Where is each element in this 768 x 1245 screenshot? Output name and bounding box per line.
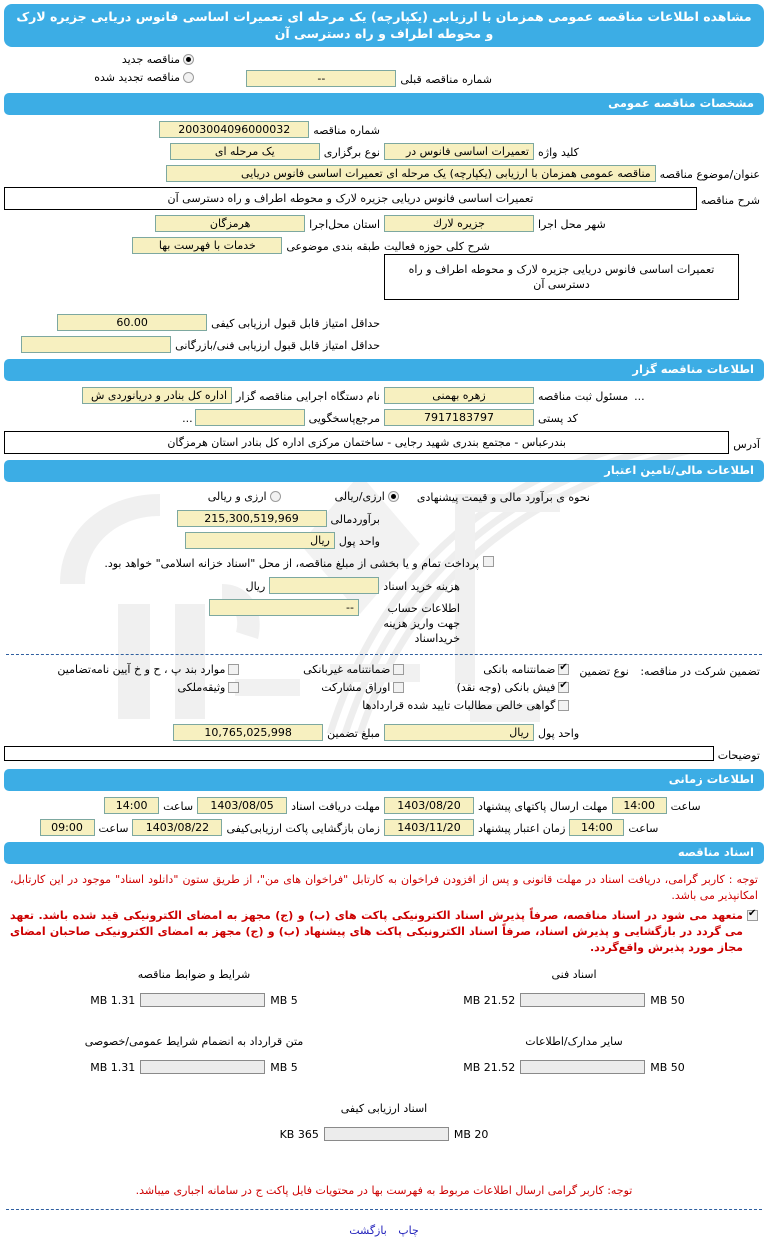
documents-row-1 bbox=[4, 968, 764, 1035]
document-item-technical bbox=[384, 968, 764, 1007]
row-guarantee-remarks bbox=[4, 746, 764, 763]
electronic-signature-checkbox[interactable] bbox=[747, 910, 758, 921]
proposal-send-time-field[interactable]: 14:00 bbox=[612, 797, 667, 814]
answering-label: مرجع‌پاسخگویی bbox=[308, 412, 380, 425]
radio-currency-rial-indicator[interactable] bbox=[388, 491, 399, 502]
guarantee-block bbox=[4, 663, 764, 712]
address-label: آدرس bbox=[733, 438, 760, 451]
guarantee-remarks-label: توضیحات bbox=[717, 749, 760, 762]
guarantee-option-property-collateral[interactable] bbox=[39, 681, 239, 694]
activity-scope-field[interactable]: تعمیرات اساسی فانوس دریایی جزیره لارک و محوطه اطراف و راه دسترسی آن bbox=[384, 254, 739, 300]
doc-receive-time-field[interactable]: 14:00 bbox=[104, 797, 159, 814]
previous-tender-number-label: شماره مناقصه قبلی bbox=[400, 73, 492, 86]
keyword-label: کلید واژه bbox=[538, 146, 579, 159]
radio-currency-foreign-rial-label: ارزی و ریالی bbox=[207, 490, 267, 503]
city-label: شهر محل اجرا bbox=[538, 218, 606, 231]
document-item-other bbox=[384, 1035, 764, 1074]
row-answering-postal bbox=[4, 409, 764, 426]
guarantee-option-bank-warranty-label: ضمانتنامه بانکی bbox=[483, 663, 556, 676]
tender-number-field[interactable]: 2003004096000032 bbox=[159, 121, 309, 138]
guarantee-option-bank-receipt-label: فیش بانکی (وجه نقد) bbox=[456, 681, 556, 694]
guarantee-option-property-collateral-label: وثیقه‌ملکی bbox=[177, 681, 226, 694]
document-item-other-used: 21.52 MB bbox=[463, 1060, 516, 1074]
subject-field[interactable]: مناقصه عمومی همزمان با ارزیابی (یکپارچه) یک مرحله ای تعمیرات اساسی فانوس دریایی bbox=[166, 165, 656, 182]
account-info-label: اطلاعات حساب جهت واریز هزینه خریداسناد bbox=[383, 602, 460, 645]
postal-code-label: کد پستی bbox=[538, 412, 578, 425]
footer-actions bbox=[4, 1224, 764, 1237]
treasury-note-label: پرداخت تمام و یا بخشی از مبلغ مناقصه، از محل "اسناد خزانه اسلامی" خواهد بود. bbox=[104, 557, 479, 570]
row-estimate-amount bbox=[4, 510, 764, 527]
guarantee-option-bank-receipt-checkbox[interactable] bbox=[558, 682, 569, 693]
documents-note-price-list: توجه: کاربر گرامی ارسال اطلاعات مربوط به فهرست بها در محتویات فایل پاکت ج در سامانه اجباری میباشد. bbox=[135, 1184, 633, 1197]
proposal-validity-time-label: ساعت bbox=[628, 822, 659, 835]
guarantee-option-nonbank-warranty[interactable] bbox=[239, 663, 404, 676]
document-item-terms bbox=[4, 968, 384, 1007]
document-item-quality-evaluation bbox=[4, 1102, 764, 1141]
guarantee-option-property-collateral-checkbox[interactable] bbox=[228, 682, 239, 693]
row-currency-unit bbox=[4, 532, 764, 549]
documents-row-3 bbox=[4, 1102, 764, 1169]
guarantee-option-participation-bonds-checkbox[interactable] bbox=[393, 682, 404, 693]
treasury-checkbox[interactable] bbox=[483, 556, 494, 567]
section-general-header: مشخصات مناقصه عمومی bbox=[4, 93, 764, 115]
document-item-contract bbox=[4, 1035, 384, 1074]
tender-detail-page bbox=[0, 4, 768, 1245]
electronic-signature-note-text: متعهد می شود در اسناد مناقصه، صرفاً پذیرش اسناد الکترونیکی پاکت های (ب) و (ج) مجهز به امضای الکترونیکی قید شده باشد. تعهد می گردد در بازگشایی و پذیرش اسناد، صرفاً اسناد الکترونیکی پاکت های پیشنهاد (ب) و (ج) مجهز به امضای الکترونیکی صاحبان امضای مجاز مورد پذیرش واقع‌گردد. bbox=[10, 909, 743, 954]
description-label: شرح مناقصه bbox=[700, 194, 760, 207]
doc-cost-label: هزینه خرید اسناد bbox=[383, 580, 460, 593]
proposal-send-date-field[interactable]: 1403/08/20 bbox=[384, 797, 474, 814]
agency-label: نام دستگاه اجرایی مناقصه گزار bbox=[236, 390, 380, 403]
guarantee-currency-field[interactable]: ریال bbox=[384, 724, 534, 741]
radio-new-tender[interactable] bbox=[122, 53, 194, 66]
document-item-contract-max: 5 MB bbox=[270, 1060, 298, 1074]
guarantee-option-regulation-clauses-label: موارد بند پ ، ح و خ آیین نامه‌تضامین bbox=[57, 663, 226, 676]
keyword-field[interactable]: تعمیرات اساسی فانوس در bbox=[384, 143, 534, 160]
document-item-other-progressbar bbox=[520, 1060, 645, 1074]
timing-fields bbox=[4, 797, 764, 836]
document-item-quality-evaluation-title: اسناد ارزیابی کیفی bbox=[340, 1102, 428, 1115]
guarantee-option-bank-warranty-checkbox[interactable] bbox=[558, 664, 569, 675]
doc-receive-time-label: ساعت bbox=[163, 800, 194, 813]
finance-fields bbox=[4, 488, 764, 646]
row-subject bbox=[4, 165, 764, 182]
registrar-field[interactable]: زهره بهمنی bbox=[384, 387, 534, 404]
registrar-ellipsis[interactable]: ... bbox=[634, 390, 645, 403]
address-field[interactable]: بندرعباس - مجتمع بندری شهید رجایی - ساختمان مرکزی اداره کل بنادر استان هرمزگان bbox=[4, 431, 729, 454]
proposal-send-time-label: ساعت bbox=[670, 800, 701, 813]
proposal-validity-label: زمان اعتبار پیشنهاد bbox=[478, 822, 566, 835]
row-tender-number bbox=[4, 121, 764, 138]
organizer-fields bbox=[4, 387, 764, 454]
guarantee-option-bank-receipt[interactable] bbox=[404, 681, 569, 694]
guarantee-type-label: نوع تضمین bbox=[579, 665, 629, 678]
document-item-quality-evaluation-progressbar bbox=[324, 1127, 449, 1141]
footer-divider bbox=[6, 1209, 762, 1210]
guarantee-option-nonbank-warranty-checkbox[interactable] bbox=[393, 664, 404, 675]
holding-type-field[interactable]: یک مرحله ای bbox=[170, 143, 320, 160]
guarantee-amount-label: مبلغ تضمین bbox=[327, 727, 380, 740]
section-documents-header: اسناد مناقصه bbox=[4, 842, 764, 864]
min-quality-score-field[interactable]: 60.00 bbox=[57, 314, 207, 331]
guarantee-amount-field[interactable]: 10,765,025,998 bbox=[173, 724, 323, 741]
previous-tender-number-field[interactable]: -- bbox=[246, 70, 396, 87]
currency-unit-label: واحد پول bbox=[338, 535, 380, 548]
radio-currency-foreign-rial-indicator[interactable] bbox=[270, 491, 281, 502]
tender-type-block bbox=[4, 53, 764, 87]
radio-new-tender-indicator[interactable] bbox=[183, 54, 194, 65]
document-item-terms-max: 5 MB bbox=[270, 993, 298, 1007]
document-item-technical-progressbar bbox=[520, 993, 645, 1007]
guarantee-option-participation-bonds[interactable] bbox=[239, 681, 404, 694]
back-link[interactable]: بازگشت bbox=[349, 1224, 387, 1237]
row-description bbox=[4, 187, 764, 210]
row-account-info bbox=[4, 599, 764, 646]
row-doc-receive-and-proposal-send bbox=[4, 797, 764, 814]
province-field[interactable]: هرمزگان bbox=[155, 215, 305, 232]
quality-open-time-field[interactable]: 09:00 bbox=[40, 819, 95, 836]
radio-currency-rial-label: ارزی/ریالی bbox=[334, 490, 385, 503]
section-organizer-header: اطلاعات مناقصه گزار bbox=[4, 359, 764, 381]
section-finance-header: اطلاعات مالی/تامین اعتبار bbox=[4, 460, 764, 482]
estimate-amount-field[interactable]: 215,300,519,969 bbox=[177, 510, 327, 527]
doc-receive-date-field[interactable]: 1403/08/05 bbox=[197, 797, 287, 814]
documents-note-electronic-signature bbox=[4, 906, 764, 958]
quality-open-time-label: ساعت bbox=[98, 822, 129, 835]
guarantee-option-regulation-clauses-checkbox[interactable] bbox=[228, 664, 239, 675]
activity-scope-label: شرح کلی حوزه فعالیت bbox=[384, 240, 490, 253]
account-info-field[interactable]: -- bbox=[209, 599, 359, 616]
radio-currency-rial[interactable] bbox=[335, 490, 399, 503]
doc-cost-currency-label: ریال bbox=[245, 580, 266, 593]
min-quality-score-label: حداقل امتیاز قابل قبول ارزیابی کیفی bbox=[211, 317, 380, 330]
category-field[interactable]: خدمات با فهرست بها bbox=[132, 237, 282, 254]
proposal-send-label: مهلت ارسال پاکتهای پیشنهاد bbox=[478, 800, 608, 813]
document-item-contract-progressbar bbox=[140, 1060, 265, 1074]
estimate-method-label: نحوه ی برآورد مالی و قیمت پیشنهادی bbox=[416, 491, 590, 504]
postal-code-field[interactable]: 7917183797 bbox=[384, 409, 534, 426]
guarantee-participation-label: تضمین شرکت در مناقصه: bbox=[640, 665, 760, 678]
estimate-amount-label: برآوردمالی bbox=[330, 513, 380, 526]
document-item-contract-used: 1.31 MB bbox=[90, 1060, 136, 1074]
document-item-terms-used: 1.31 MB bbox=[90, 993, 136, 1007]
row-province-city bbox=[4, 215, 764, 232]
document-item-other-title: سایر مدارک/اطلاعات bbox=[525, 1035, 623, 1048]
guarantee-option-regulation-clauses[interactable] bbox=[39, 663, 239, 676]
min-technical-score-label: حداقل امتیاز قابل قبول ارزیابی فنی/بازرگانی bbox=[175, 339, 380, 352]
guarantee-remarks-field[interactable] bbox=[4, 746, 714, 761]
document-item-terms-title: شرایط و ضوابط مناقصه bbox=[137, 968, 251, 981]
guarantee-currency-label: واحد پول bbox=[538, 727, 580, 740]
subject-label: عنوان/موضوع مناقصه bbox=[659, 168, 760, 181]
row-quality-open-and-validity bbox=[4, 819, 764, 836]
document-item-other-max: 50 MB bbox=[650, 1060, 685, 1074]
registrar-label: مسئول ثبت مناقصه bbox=[538, 390, 629, 403]
category-label: طبقه بندی موضوعی bbox=[286, 240, 380, 253]
print-link[interactable]: چاپ bbox=[398, 1224, 419, 1237]
row-holding-type bbox=[4, 143, 764, 160]
document-item-technical-max: 50 MB bbox=[650, 993, 685, 1007]
row-doc-cost bbox=[4, 577, 764, 594]
city-field[interactable]: جزیره لارك bbox=[384, 215, 534, 232]
row-category-scope bbox=[4, 237, 764, 300]
documents-note-download: توجه : کاربر گرامی، دریافت اسناد در مهلت قانونی و پس از افزودن فراخوان به کارتابل "فراخوان های من"، از طریق ستون "دانلود اسناد" موجود در این کارتابل، امکانپذیر می باشد. bbox=[10, 873, 758, 902]
documents-row-2 bbox=[4, 1035, 764, 1102]
guarantee-option-net-claims-label: گواهی خالص مطالبات تایید شده قراردادها bbox=[362, 699, 556, 712]
document-item-technical-title: اسناد فنی bbox=[551, 968, 597, 981]
radio-new-tender-label: مناقصه جدید bbox=[121, 53, 180, 66]
holding-type-label: نوع برگزاری bbox=[323, 146, 380, 159]
general-fields bbox=[4, 121, 764, 353]
proposal-validity-time-field[interactable]: 14:00 bbox=[569, 819, 624, 836]
finance-guarantee-divider bbox=[6, 654, 762, 655]
row-guarantee-amount bbox=[4, 724, 764, 741]
document-item-terms-progressbar bbox=[140, 993, 265, 1007]
quality-open-date-field[interactable]: 1403/08/22 bbox=[132, 819, 222, 836]
guarantee-amount-rows bbox=[4, 724, 764, 763]
currency-unit-field[interactable]: ریال bbox=[185, 532, 335, 549]
agency-field[interactable]: اداره کل بنادر و دریانوردی ش bbox=[82, 387, 232, 404]
doc-cost-field[interactable] bbox=[269, 577, 379, 594]
row-min-quality-score bbox=[4, 314, 764, 331]
row-estimate-method bbox=[4, 488, 764, 505]
document-item-contract-title: متن قرارداد به انضمام شرایط عمومی/خصوصی bbox=[84, 1035, 304, 1048]
guarantee-option-participation-bonds-label: اوراق مشارکت bbox=[321, 681, 391, 694]
document-item-quality-evaluation-used: 365 KB bbox=[279, 1127, 319, 1141]
row-treasury-note bbox=[4, 554, 764, 571]
radio-renewed-tender-label: مناقصه تجدید شده bbox=[94, 71, 180, 84]
section-timing-header: اطلاعات زمانی bbox=[4, 769, 764, 791]
document-item-quality-evaluation-max: 20 MB bbox=[453, 1127, 489, 1141]
answering-field[interactable] bbox=[195, 409, 305, 426]
documents-progress-list bbox=[4, 968, 764, 1169]
proposal-validity-date-field[interactable]: 1403/11/20 bbox=[384, 819, 474, 836]
guarantee-option-bank-warranty[interactable] bbox=[404, 663, 569, 676]
answering-ellipsis[interactable]: ... bbox=[182, 412, 193, 425]
row-address bbox=[4, 431, 764, 454]
document-item-technical-used: 21.52 MB bbox=[463, 993, 516, 1007]
province-label: استان محل‌اجرا bbox=[309, 218, 380, 231]
row-min-technical-score bbox=[4, 336, 764, 353]
min-technical-score-field[interactable] bbox=[21, 336, 171, 353]
radio-renewed-tender-indicator[interactable] bbox=[183, 72, 194, 83]
description-field[interactable]: تعمیرات اساسی فانوس دریایی جزیره لارک و محوطه اطراف و راه دسترسی آن bbox=[4, 187, 697, 210]
tender-number-label: شماره مناقصه bbox=[313, 124, 380, 137]
guarantee-option-nonbank-warranty-label: ضمانتنامه غیربانکی bbox=[303, 663, 391, 676]
doc-receive-label: مهلت دریافت اسناد bbox=[291, 800, 380, 813]
guarantee-option-net-claims-checkbox[interactable] bbox=[558, 700, 569, 711]
radio-currency-foreign-rial[interactable] bbox=[208, 490, 281, 503]
page-title: مشاهده اطلاعات مناقصه عمومی همزمان با ارزیابی (یکپارچه) یک مرحله ای تعمیرات اساسی فانوس دریایی جزیره لارک و محوطه اطراف و راه دسترسی آن bbox=[4, 4, 764, 47]
row-agency bbox=[4, 387, 764, 404]
quality-open-label: زمان بازگشایی پاکت ارزیابی‌کیفی bbox=[226, 822, 380, 835]
